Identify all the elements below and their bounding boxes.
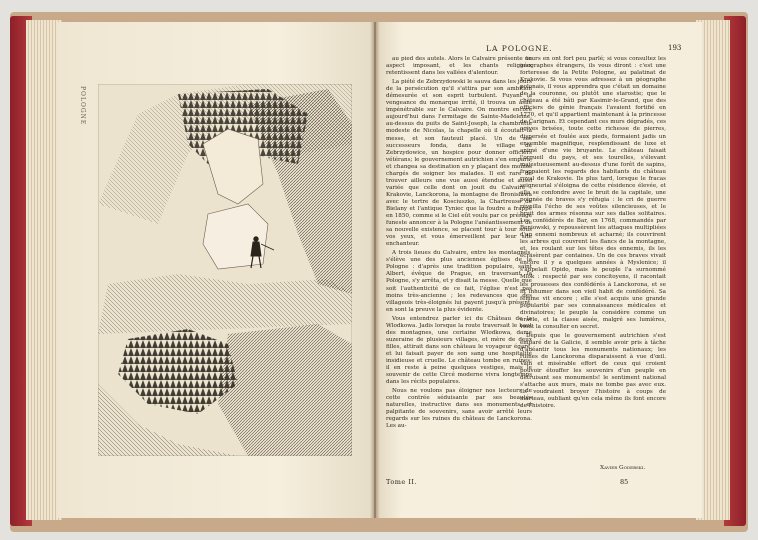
paragraph: teurs en ont fort peu parlé; si vous consultez les géographes étrangers, ils vous diront : c'est une forteresse de la Petite Pologne, au palatinat de Krakovie. Si vous vous adressez à un géographe polonais, il vous apprendra que c'était un domaine de la couronne, ou plutôt une starostie; que le château a été bâti par Kasimir-le-Grand, que des officiers de génie français l'avaient fortifié en 1770, et qu'il appartient maintenant à la princesse de Carignan. Et cependant ces murs dégradés, ces ogives brisées, toute cette richesse de pierres, dispersée et foulée aux pieds, formaient jadis un ensemble magnifique, resplendissant de luxe et animé d'une vie bruyante. Le château faisait l'orgueil du pays, et ses tourelles, s'élevant majestueusement au-dessus d'une forêt de sapins, frappaient les regards des habitants du château royal de Krakovie. Ils plus tard, lorsque le fracas seigneurial s'éloigna de cette résidence élevée, et alla se confondre avec le bruit de la capitale, une poignée de braves s'y réfugia : le cri de guerre réveilla l'écho de ses voûtes silencieuses, et le bruit des armes résonna sur ses dalles solitaires. Les confédérés de Bar, en 1768, commandés par Beniowski, y repoussèrent les attaques multipliées d'un ennemi nombreux et acharné; ils couvrirent les arbres qui couvrent les flancs de la montagne, et, les roulant sur les têtes des ennemis, ils les écrasèrent par centaines. Un de ces braves vivait encore il y a quelques années à Myslenice; il s'appelait Opido, mais le peuple l'a surnommé Mlok : respecté par ses concitoyens, il racontait les prouesses des confédérés à Lanckorona, et se fit inhumer dans son vieil habit de confédéré. Sa femme vit encore ; elle s'est acquis une grande popularité par ses connaissances médicales et divinatoires; le peuple la considère comme un oracle, et la classe aisée, malgré ses lumières, vient la consulter en secret.	[520, 56, 666, 330]
text-column-2	[520, 56, 666, 412]
text-column-1	[386, 56, 532, 432]
paragraph: La piété de Zebrzydowski le sauva dans les jours de la persécution qu'il s'attira par son ambition démesurée et son esprit turbulent. Fuyant la vengeance du monarque irrité, il trouva un asile impénétrable sur le Calvaire. On montre encore aujourd'hui dans l'ermitage de Sainte-Madeleine, au-dessus du puits de Saint-Joseph, la chambrette modeste de Nicolas, la chapelle où il écoutait la messe, et son fauteuil placé. Un de ses successeurs fonda, dans le village de Zebrzydowice, un hospice pour donner officiers vétérans; le gouvernement autrichien s'en empara, et changea sa destination en y plaçant des moines chargés de soigner les malades. Il est rare de trouver ailleurs une vue aussi étendue et aussi variée que celle dont on jouit du Calvaire : Krakovie, Lanckorona, la montagne de Bronislawa avec le tertre de Kosciuszko, la Chartreuse de Bielany et l'antique Tyniec que la foudre a frappé en 1850, comme si le Ciel eût voulu par ce présage funeste annoncer à la Pologne l'anéantissement de sa nouvelle existence, se placent tour à tour sous vos yeux, et vous émerveillent par leur site enchanteur.	[386, 79, 532, 248]
running-title: LA POLOGNE.	[486, 44, 553, 53]
paragraph: Nous ne voulons pas éloigner nos lecteurs de cette contrée séduisante par ses beautés naturelles, instructive dans ses monuments, et palpitante de souvenirs, sans avoir arrêté leurs regards sur les ruines du château de Lanckorona. Les au-	[386, 388, 532, 430]
paragraph: au pied des autels. Alors le Calvaire présente un aspect imposant, et les chants religieux retentissent dans les vallées d'alentour.	[386, 56, 532, 77]
book-gutter	[370, 22, 380, 518]
engraving-illustration	[98, 84, 352, 456]
page-edges-left	[26, 20, 62, 520]
paragraph: Vous entendrez parler ici du Château de la Wlodkowa. Jadis lorsque la route traversait le haut des montagnes, une certaine Wlodkowa, dame suzeraine de plusieurs villages, et mère de deux filles, attirait dans son château le voyageur égaré, et lui faisait payer de son sang une hospitalité insidieuse et cruelle. Le château tombe en ruines; il en reste à peine quelques vestiges, mais le souvenir de cette Circé moderne vivra longtemps dans les récits populaires.	[386, 315, 532, 386]
footer-tome: Tome II.	[386, 478, 418, 486]
paragraph: Depuis que le gouvernement autrichien s'est emparé de la Galicie, il semble avoir pris à tâche d'anéantir tous les monuments nationaux; les ruines de Lanckorona disparaissent à vue d'œil. Vain et misérable effort de ceux qui croient pouvoir étouffer les souvenirs d'un peuple en détruisant ses monuments! le sentiment national s'attache aux murs, mais ne tombe pas avec eux. Ils voudraient broyer l'histoire à coups de marteau, oubliant qu'en cela même ils font encore de l'histoire.	[520, 332, 666, 410]
page-number: 193	[668, 44, 682, 52]
side-label: POLOGNE	[79, 86, 86, 126]
footer-number: 85	[620, 478, 629, 486]
paragraph: A trois lieues du Calvaire, entre les montagnes, s'élève une des plus anciennes églises de la Pologne : d'après une tradition populaire, saint Albert, évêque de Prague, en traversant la Pologne, s'y arrêta, et y disait la messe. Quelle que soit l'authenticité de ce fait, l'église n'est pas moins très-ancienne ; les redevances que des villageois très-éloignés lui payent jusqu'à présent, en sont la preuve la plus évidente.	[386, 250, 532, 313]
author-signature: Xavier Godebski.	[600, 465, 646, 471]
